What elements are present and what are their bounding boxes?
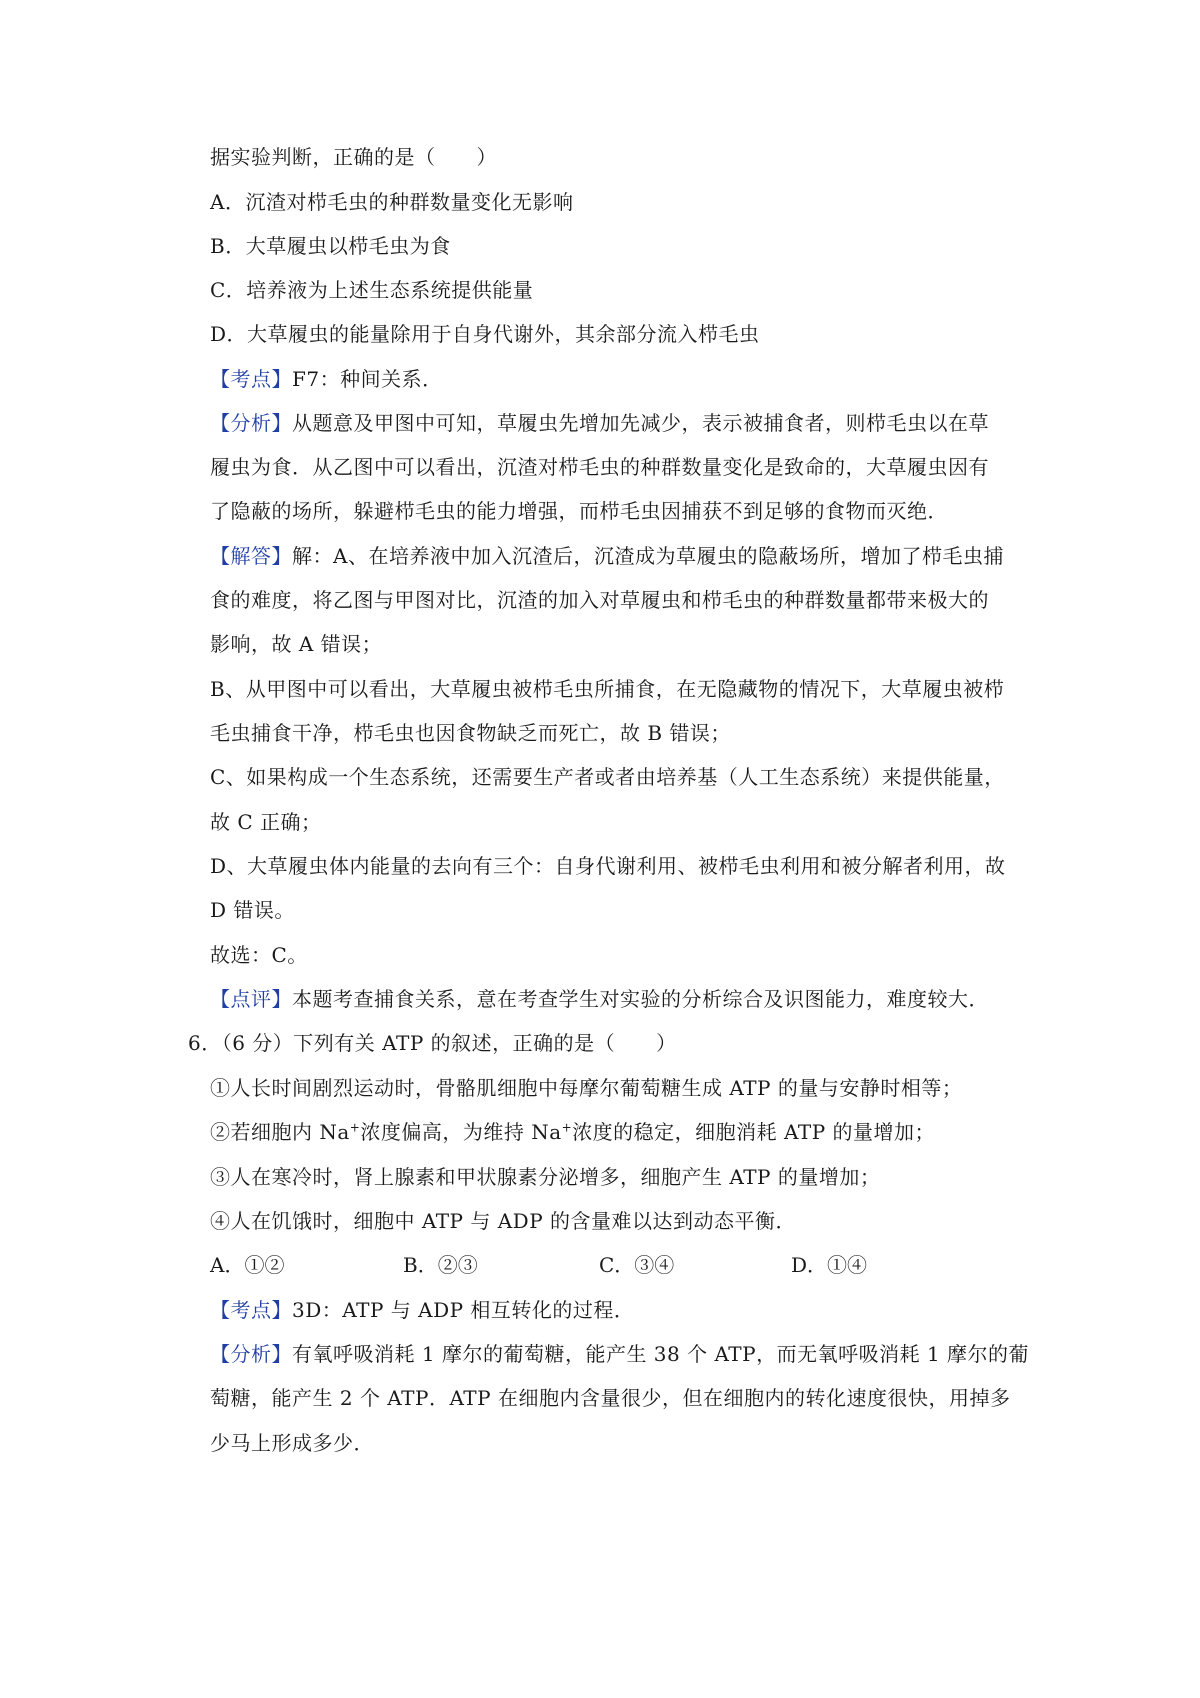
fenxi-text: 有氧呼吸消耗 1 摩尔的葡萄糖，能产生 38 个 ATP，而无氧呼吸消耗 1 摩尔的葡: [292, 1342, 1030, 1366]
kaodian-tag: 【考点】: [210, 1298, 292, 1322]
jieda-line-9: D 错误。: [210, 898, 295, 922]
question-prompt: 据实验判断，正确的是（ ）: [210, 145, 497, 169]
option-b: B．大草履虫以栉毛虫为食: [210, 234, 451, 258]
statement-4: ④人在饥饿时，细胞中 ATP 与 ADP 的含量难以达到动态平衡．: [210, 1209, 797, 1233]
dianping-line: [210, 986, 1030, 1012]
fenxi-tag: 【分析】: [210, 411, 292, 435]
superscript-plus: +: [561, 1120, 573, 1135]
jieda-text: 解：A、在培养液中加入沉渣后，沉渣成为草履虫的隐蔽场所，增加了栉毛虫捕: [292, 544, 1004, 568]
statement-1: ①人长时间剧烈运动时，骨骼肌细胞中每摩尔葡萄糖生成 ATP 的量与安静时相等；: [210, 1076, 963, 1100]
statement-2-part-c: 浓度的稳定，细胞消耗 ATP 的量增加；: [572, 1120, 936, 1144]
choice-a: A．①②: [210, 1253, 285, 1277]
choice-d: D．①④: [791, 1253, 868, 1277]
statement-2-part-b: 浓度偏高，为维持 Na: [360, 1120, 562, 1144]
option-d: D．大草履虫的能量除用于自身代谢外，其余部分流入栉毛虫: [210, 322, 760, 346]
choice-b: B．②③: [403, 1253, 478, 1277]
jieda-line-6: C、如果构成一个生态系统，还需要生产者或者由培养基（人工生态系统）来提供能量，: [210, 765, 1005, 789]
jieda-line-7: 故 C 正确；: [210, 810, 322, 834]
q6-kaodian-line: [210, 1297, 1030, 1323]
dianping-text: 本题考查捕食关系，意在考查学生对实验的分析综合及识图能力，难度较大．: [292, 987, 989, 1011]
fenxi-tag: 【分析】: [210, 1342, 292, 1366]
option-a: A．沉渣对栉毛虫的种群数量变化无影响: [210, 190, 574, 214]
fenxi-line-1: [210, 410, 1030, 436]
jieda-line-5: 毛虫捕食干净，栉毛虫也因食物缺乏而死亡，故 B 错误；: [210, 721, 731, 745]
statement-2: [210, 1119, 1030, 1145]
option-c: C．培养液为上述生态系统提供能量: [210, 278, 534, 302]
jieda-line-10: 故选：C。: [210, 943, 308, 967]
q6-fenxi-line-2: 萄糖，能产生 2 个 ATP．ATP 在细胞内含量很少，但在细胞内的转化速度很快，用掉多: [210, 1386, 1011, 1410]
fenxi-line-2: 履虫为食．从乙图中可以看出，沉渣对栉毛虫的种群数量变化是致命的，大草履虫因有: [210, 455, 989, 479]
fenxi-text: 从题意及甲图中可知，草履虫先增加先减少，表示被捕食者，则栉毛虫以在草: [292, 411, 989, 435]
jieda-line-2: 食的难度，将乙图与甲图对比，沉渣的加入对草履虫和栉毛虫的种群数量都带来极大的: [210, 588, 989, 612]
jieda-line-4: B、从甲图中可以看出，大草履虫被栉毛虫所捕食，在无隐藏物的情况下，大草履虫被栉: [210, 677, 1005, 701]
superscript-plus: +: [349, 1120, 361, 1135]
q6-fenxi-line-3: 少马上形成多少．: [210, 1431, 374, 1455]
jieda-tag: 【解答】: [210, 544, 292, 568]
jieda-line-1: [210, 543, 1030, 569]
dianping-tag: 【点评】: [210, 987, 292, 1011]
jieda-line-8: D、大草履虫体内能量的去向有三个：自身代谢利用、被栉毛虫利用和被分解者利用，故: [210, 854, 1006, 878]
choice-c: C．③④: [599, 1253, 675, 1277]
question-6-stem: 6．（6 分）下列有关 ATP 的叙述，正确的是（ ）: [188, 1031, 677, 1055]
kaodian-text: F7：种间关系．: [292, 367, 443, 391]
statement-3: ③人在寒冷时，肾上腺素和甲状腺素分泌增多，细胞产生 ATP 的量增加；: [210, 1165, 881, 1189]
q6-fenxi-line-1: [210, 1341, 1030, 1367]
kaodian-text: 3D：ATP 与 ADP 相互转化的过程．: [292, 1298, 635, 1322]
fenxi-line-3: 了隐蔽的场所，躲避栉毛虫的能力增强，而栉毛虫因捕获不到足够的食物而灭绝．: [210, 499, 948, 523]
statement-2-part-a: ②若细胞内 Na: [210, 1120, 350, 1144]
jieda-line-3: 影响，故 A 错误；: [210, 632, 383, 656]
kaodian-tag: 【考点】: [210, 367, 292, 391]
kaodian-line: [210, 366, 1030, 392]
